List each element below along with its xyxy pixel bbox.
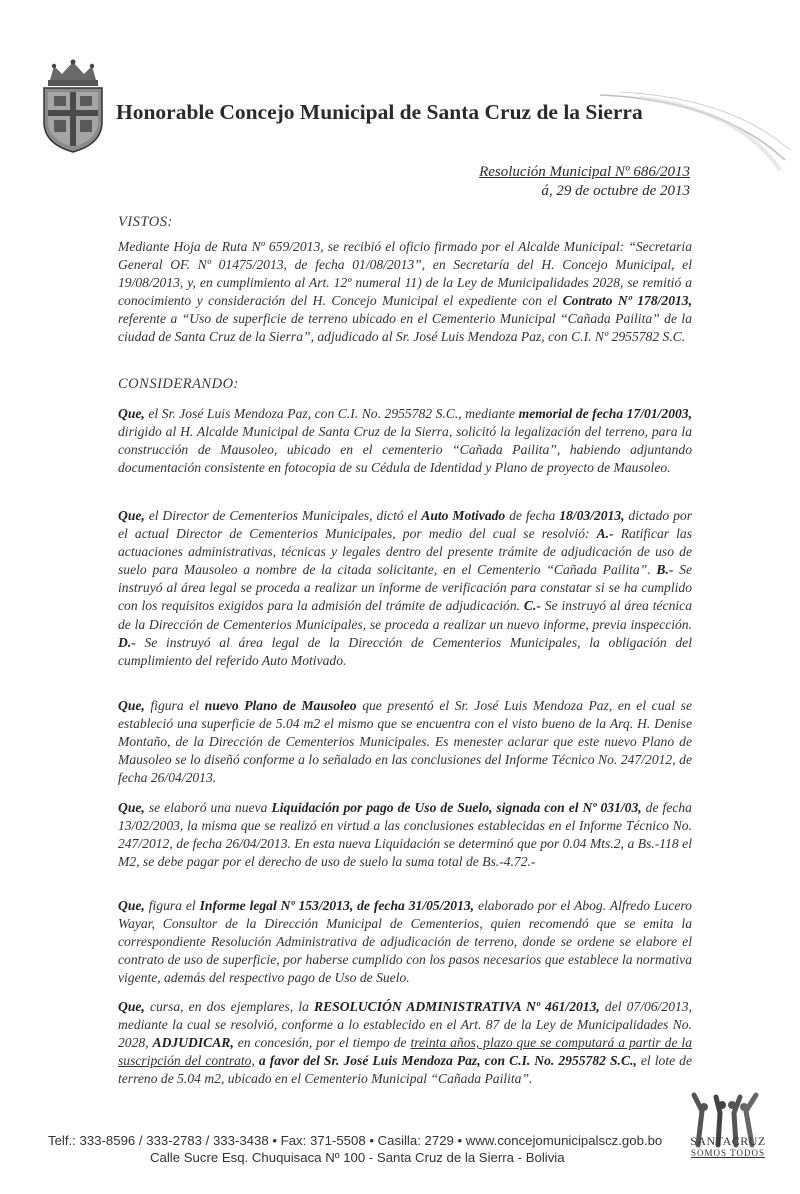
- considerando-paragraph-4: Que, se elaboró una nueva Liquidación por pago de Uso de Suelo, signada con el Nº 031/03, de fecha 13/02/2003, la misma que se realizó en virtud a las conclusiones establecidas en el Informe Técnico No. 247/2012, de fecha 26/04/2013. En esta nueva Liquidación se determinó que por 0.04 Mts.2, a Bs.-118 el M2, se debe pagar por el derecho de uso de suelo la suma total de Bs.-4.72.-: [118, 800, 692, 870]
- considerando-paragraph-3: Que, figura el nuevo Plano de Mausoleo que presentó el Sr. José Luis Mendoza Paz, en el cual se estableció una superficie de 5.04 m2 el mismo que se encuentra con el visto bueno de la Arq. H. Denise Montaño, de la Dirección de Cementerios Municipales. Es menester aclarar que este nuevo Plano de Mausoleo se lo diseñó conforme a lo señalado en las conclusiones del Informe Técnico No. 247/2012, de fecha 26/04/2013.: [118, 698, 692, 786]
- considerando-paragraph-1: Que, el Sr. José Luis Mendoza Paz, con C.I. No. 2955782 S.C., mediante memorial de fecha 17/01/2003, dirigido al H. Alcalde Municipal de Santa Cruz de la Sierra, solicitó la legalización del terreno, para la construcción de Mausoleo, ubicado en el cementerio “Cañada Pailita”, habiendo adjuntando documentación consistente en fotocopia de su Cédula de Identidad y Plano de proyecto de Mausoleo.: [118, 406, 692, 476]
- vistos-heading: VISTOS:: [118, 214, 173, 230]
- logo-subtext: SOMOS TODOS: [691, 1148, 765, 1158]
- footer-address: Calle Sucre Esq. Chuquisaca Nº 100 - Santa Cruz de la Sierra - Bolivia: [150, 1150, 565, 1165]
- considerando-paragraph-6: Que, cursa, en dos ejemplares, la RESOLUCIÓN ADMINISTRATIVA Nº 461/2013, del 07/06/2013, mediante la cual se resolvió, conforme a lo establecido en el Art. 87 de la Ley de Municipalidades No. 2028, ADJUDICAR, en concesión, por el tiempo de treinta años, plazo que se computará a partir de la suscripción del contrato, a favor del Sr. José Luis Mendoza Paz, con C.I. No. 2955782 S.C., el lote de terreno de 5.04 m2, ubicado en el Cementerio Municipal “Cañada Pailita”.: [118, 999, 693, 1087]
- page-title: Honorable Concejo Municipal de Santa Cruz de la Sierra: [116, 100, 643, 124]
- resolution-number: Resolución Municipal Nº 686/2013: [479, 164, 690, 180]
- considerando-heading: CONSIDERANDO:: [118, 376, 239, 392]
- resolution-date: á, 29 de octubre de 2013: [541, 183, 690, 199]
- resolution-block: [479, 163, 690, 201]
- logo-text: SANTACRUZ: [690, 1134, 766, 1148]
- footer-contact: Telf.: 333-8596 / 333-2783 / 333-3438 • Fax: 371-5508 • Casilla: 2729 • www.concejomunicipalscz.gob.bo: [48, 1133, 663, 1148]
- vistos-paragraph: Mediante Hoja de Ruta Nº 659/2013, se recibió el oficio firmado por el Alcalde Municipal: “Secretaria General OF. Nº 01475/2013, de fecha 01/08/2013”, en Secretaría del H. Concejo Municipal, el 19/08/2013, y, en cumplimiento al Art. 12º numeral 11) de la Ley de Municipalidades 2028, se remitió a conocimiento y consideración del H. Concejo Municipal el expediente con el Contrato Nº 178/2013, referente a “Uso de superficie de terreno ubicado en el Cementerio Municipal “Cañada Pailita” de la ciudad de Santa Cruz de la Sierra”, adjudicado al Sr. José Luis Mendoza Paz, con C.I. Nº 2955782 S.C.: [118, 239, 692, 345]
- coat-of-arms-icon: [36, 58, 110, 154]
- considerando-paragraph-2: Que, el Director de Cementerios Municipales, dictó el Auto Motivado de fecha 18/03/2013, dictado por el actual Director de Cementerios Municipales, por medio del cual se resolvió: A.- Ratificar las actuaciones administrativas, técnicas y legales dentro del presente trámite de adjudicación de uso de suelo para Mausoleo a nombre de la citada solicitante, en el Cementerio “Cañada Pailita”. B.- Se instruyó al área legal se proceda a realizar un informe de verificación para constatar si se ha cumplido con los requisitos exigidos para la admisión del trámite de adjudicación. C.- Se instruyó al área técnica de la Dirección de Cementerios Municipales, se proceda a realizar un nuevo informe, previa inspección. D.- Se instruyó al área legal de la Dirección de Cementerios Municipales, la obligación del cumplimiento del referido Auto Motivado.: [118, 508, 692, 668]
- considerando-paragraph-5: Que, figura el Informe legal Nº 153/2013, de fecha 31/05/2013, elaborado por el Abog. Alfredo Lucero Wayar, Consultor de la Dirección Municipal de Cementerios, quien recomendó que se emita la correspondiente Resolución Administrativa de adjudicación de terreno, donde se ordene se elabore el contrato de uso de superficie, por haberse cumplido con los pasos necesarios que establece la normativa vigente, además del respectivo pago de Uso de Suelo.: [118, 898, 692, 986]
